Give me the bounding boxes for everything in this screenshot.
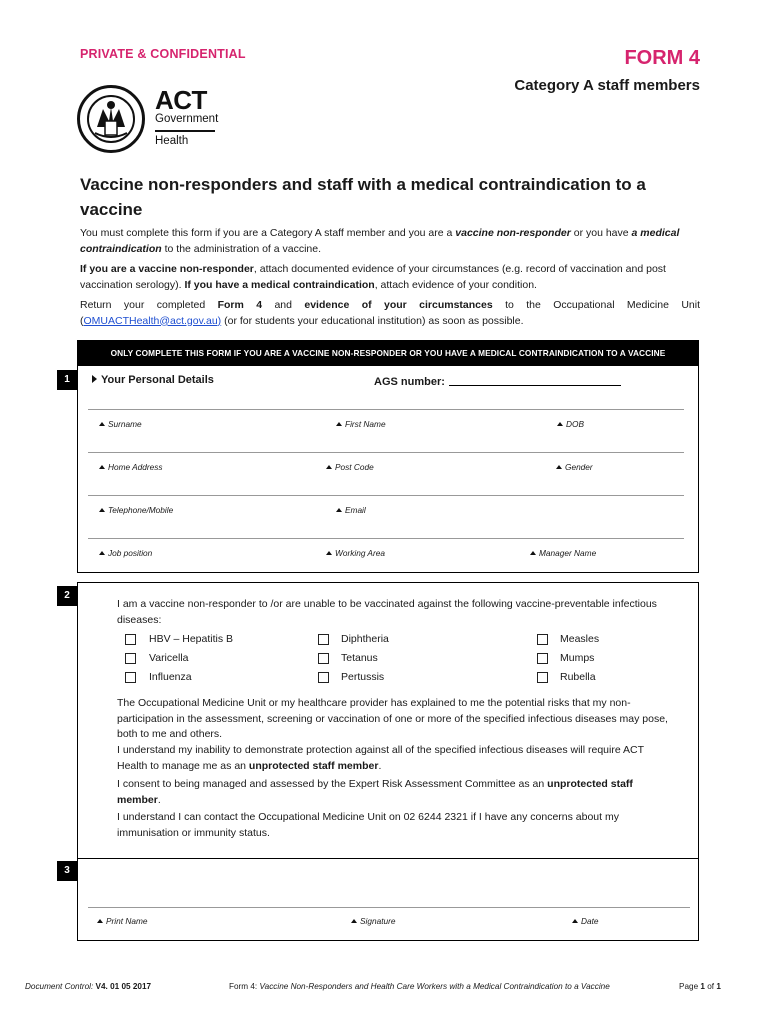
text-run: or you have — [570, 227, 632, 239]
tetanus-checkbox[interactable] — [318, 653, 329, 664]
text-run: You must complete this form if you are a Category A staff member and you are a — [80, 227, 456, 239]
text-run-bold: Form 4 — [217, 299, 263, 311]
triangle-up-icon — [99, 551, 105, 555]
print-name-field-label — [97, 916, 148, 926]
date-field-label — [572, 916, 599, 926]
triangle-up-icon — [556, 465, 562, 469]
text-run: of — [704, 982, 717, 991]
text-run: Page — [679, 982, 701, 991]
measles-checkbox[interactable] — [537, 634, 548, 645]
field-label-text: Print Name — [106, 916, 148, 926]
field-label-text: Date — [581, 916, 599, 926]
text-run-bold: unprotected staff member — [248, 759, 379, 772]
inability-statement — [117, 743, 677, 774]
surname-field-label — [99, 419, 142, 429]
text-run: Document Control: — [25, 982, 96, 991]
varicella-checkbox[interactable] — [125, 653, 136, 664]
mumps-checkbox[interactable] — [537, 653, 548, 664]
instruction-banner: ONLY COMPLETE THIS FORM IF YOU ARE A VACCINE NON-RESPONDER OR YOU HAVE A MEDICAL CONTRAINDICATION TO A VACCINE — [77, 340, 699, 366]
logo-health-text: Health — [155, 135, 189, 147]
mumps-label: Mumps — [560, 652, 595, 664]
intro-paragraph-3 — [80, 298, 700, 329]
text-run: I consent to being managed and assessed by the Expert Risk Assessment Committee as an — [117, 778, 548, 790]
triangle-up-icon — [99, 508, 105, 512]
page-number — [679, 982, 721, 991]
diphtheria-checkbox[interactable] — [318, 634, 329, 645]
field-label-text: Job position — [108, 548, 153, 558]
document-control — [25, 982, 151, 991]
varicella-label: Varicella — [149, 652, 189, 664]
text-run: (or for students your educational institution) as soon as possible. — [221, 314, 524, 327]
text-run: , attach evidence of your condition. — [374, 278, 537, 291]
form-number: FORM 4 — [624, 47, 700, 69]
field-label-text: Surname — [108, 419, 142, 429]
working-area-field-label — [326, 548, 385, 558]
page-title: Vaccine non-responders and staff with a medical contraindication to a vaccine — [80, 175, 646, 219]
field-label-text: Manager Name — [539, 548, 597, 558]
triangle-up-icon — [97, 919, 103, 923]
triangle-up-icon — [557, 422, 563, 426]
text-run: Vaccine Non-Responders and Health Care Workers with a Medical Contraindication to a Vaccine — [259, 982, 610, 991]
rubella-label: Rubella — [560, 671, 596, 683]
first-name-field-label — [336, 419, 386, 429]
field-label-text: Telephone/Mobile — [108, 505, 174, 515]
text-run-bold: If you have a medical contraindication — [184, 278, 375, 291]
text-run: . — [157, 793, 161, 806]
text-run: , attach documented evidence of your circumstances (e.g. record of vaccination and post vaccination serology). — [80, 263, 666, 291]
personal-details-heading — [92, 374, 214, 386]
signature-field-label — [351, 916, 396, 926]
telephone-field-label — [99, 505, 173, 515]
post-code-field-label — [326, 462, 374, 472]
text-run: Form 4: — [229, 982, 260, 991]
triangle-up-icon — [336, 422, 342, 426]
confidential-label: PRIVATE & CONFIDENTIAL — [80, 47, 246, 61]
logo-act-text: ACT — [155, 85, 207, 115]
signature-line[interactable] — [88, 907, 690, 908]
logo-divider — [155, 130, 215, 132]
triangle-right-icon — [92, 375, 97, 383]
field-label-text: First Name — [345, 419, 386, 429]
surname-row-line[interactable] — [88, 409, 684, 410]
text-run: to the Occupational Medicine Unit ( — [80, 299, 701, 327]
triangle-up-icon — [99, 465, 105, 469]
text-run: I understand my inability to demonstrate protection against all of the specified infectious diseases will require ACT Health to manage me as an — [117, 744, 644, 772]
text-run-bold: 1 — [700, 982, 705, 991]
intro-paragraph-2 — [80, 262, 700, 293]
field-label-text: Email — [345, 505, 366, 515]
text-run: to the administration of a vaccine. — [161, 242, 322, 255]
measles-label: Measles — [560, 633, 600, 645]
section-number-3: 3 — [57, 861, 77, 881]
contact-statement: I understand I can contact the Occupational Medicine Unit on 02 6244 2321 if I have any concerns about my immunisation or immunity status. — [117, 811, 619, 839]
consent-statement — [117, 777, 677, 808]
text-run-bold: unprotected staff member — [117, 778, 633, 806]
gender-field-label — [556, 462, 593, 472]
coat-of-arms-icon — [77, 85, 145, 153]
triangle-up-icon — [99, 422, 105, 426]
telephone-row-line[interactable] — [88, 495, 684, 496]
section-3-box — [77, 859, 699, 941]
text-run: and — [262, 299, 305, 311]
field-label-text: Working Area — [335, 548, 385, 558]
tetanus-label: Tetanus — [341, 652, 378, 664]
job-position-row-line[interactable] — [88, 538, 684, 539]
risks-statement: The Occupational Medicine Unit or my healthcare provider has explained to me the potential risks that my non-participation in the assessment, screening or vaccination of one or more of the specified infectious diseases may pose, both to me and others. — [117, 697, 668, 740]
job-position-field-label — [99, 548, 152, 558]
pertussis-checkbox[interactable] — [318, 672, 329, 683]
ags-number-input[interactable] — [449, 374, 621, 386]
ags-number-field[interactable] — [374, 374, 621, 388]
hbv-checkbox[interactable] — [125, 634, 136, 645]
field-label-text: Gender — [565, 462, 593, 472]
emphasis-contraindication: a medical contraindication — [80, 227, 680, 255]
dob-field-label — [557, 419, 584, 429]
influenza-checkbox[interactable] — [125, 672, 136, 683]
section-number-2: 2 — [57, 586, 77, 606]
triangle-up-icon — [351, 919, 357, 923]
triangle-up-icon — [530, 551, 536, 555]
triangle-up-icon — [572, 919, 578, 923]
field-label-text: Signature — [360, 916, 396, 926]
text-run: Return your completed — [80, 299, 218, 311]
email-link[interactable]: OMUACTHealth@act.gov.au) — [83, 314, 222, 327]
diphtheria-label: Diphtheria — [341, 633, 389, 645]
email-field-label — [336, 505, 366, 515]
home-address-field-label — [99, 462, 163, 472]
intro-paragraph-1 — [80, 226, 700, 257]
triangle-up-icon — [326, 465, 332, 469]
text-run-bold: If you are a vaccine non-responder — [80, 263, 254, 275]
text-run-bold: evidence of your circumstances — [304, 299, 493, 311]
manager-name-field-label — [530, 548, 596, 558]
diseases-intro: I am a vaccine non-responder to /or are unable to be vaccinated against the following vaccine-preventable infectious diseases: — [117, 598, 657, 626]
pertussis-label: Pertussis — [341, 671, 385, 683]
text-run-bold: 1 — [716, 982, 721, 991]
section-1-box — [77, 366, 699, 573]
rubella-checkbox[interactable] — [537, 672, 548, 683]
ags-label: AGS number: — [374, 376, 445, 388]
field-label-text: DOB — [566, 419, 584, 429]
document-title-footer — [229, 982, 610, 991]
form-category: Category A staff members — [514, 77, 700, 94]
section-1-title: Your Personal Details — [101, 374, 214, 386]
triangle-up-icon — [326, 551, 332, 555]
field-label-text: Post Code — [335, 462, 374, 472]
emphasis-non-responder: vaccine non-responder — [455, 227, 571, 239]
section-number-1: 1 — [57, 370, 77, 390]
text-run-bold: V4. 01 05 2017 — [95, 982, 152, 991]
act-health-logo — [77, 85, 227, 157]
field-label-text: Home Address — [108, 462, 163, 472]
logo-government-text: Government — [155, 113, 219, 125]
text-run: . — [378, 759, 382, 772]
home-address-row-line[interactable] — [88, 452, 684, 453]
triangle-up-icon — [336, 508, 342, 512]
hbv-label: HBV – Hepatitis B — [149, 633, 234, 645]
influenza-label: Influenza — [149, 671, 192, 683]
